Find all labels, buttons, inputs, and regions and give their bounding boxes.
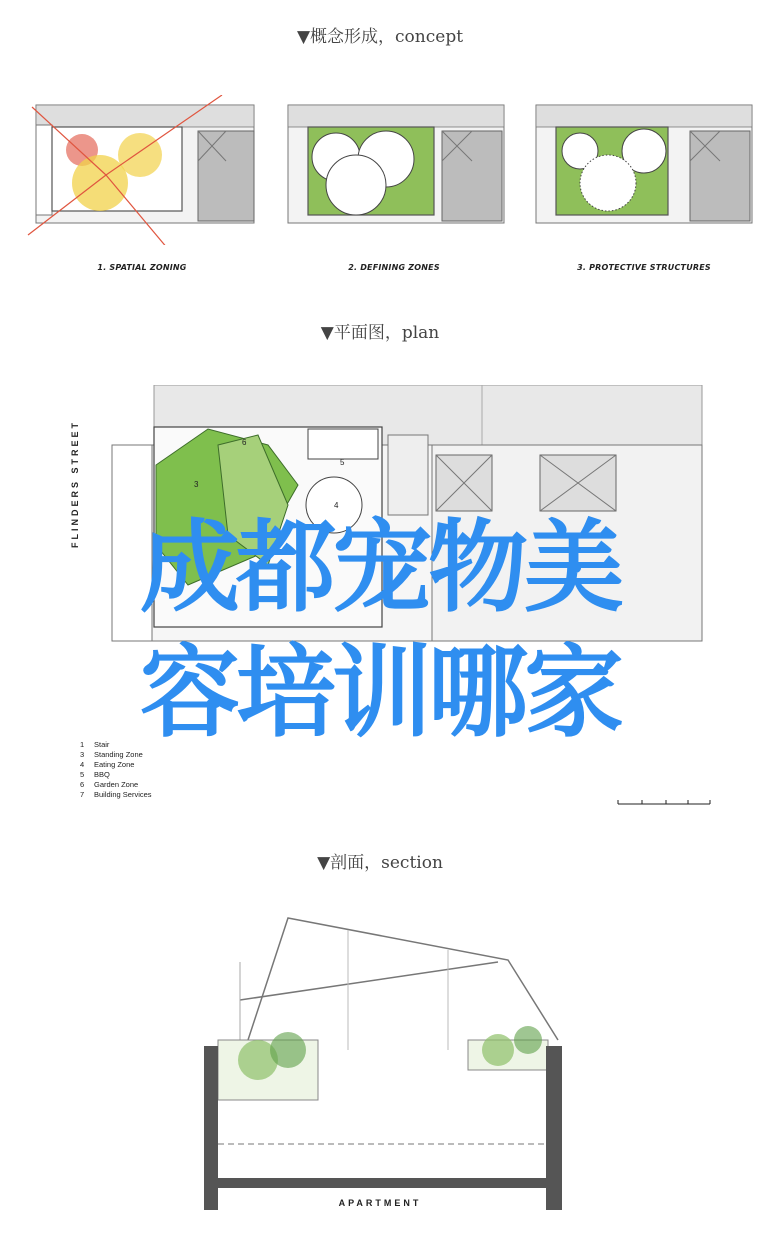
zone-number: 3 bbox=[194, 480, 199, 489]
caption-protective-structures: 3. PROTECTIVE STRUCTURES bbox=[577, 263, 711, 272]
section-apartment-label: APARTMENT bbox=[338, 1198, 422, 1208]
plan-legend bbox=[80, 740, 152, 800]
zone-number: 5 bbox=[340, 458, 345, 467]
section-drawing bbox=[198, 910, 568, 1210]
legend-item: 7 Building Services bbox=[80, 790, 152, 799]
caption-defining-zones: 2. DEFINING ZONES bbox=[348, 263, 440, 272]
legend-item: 3 Standing Zone bbox=[80, 750, 143, 759]
plan-heading: ▼平面图，plan bbox=[320, 323, 440, 343]
legend-item: 4 Eating Zone bbox=[80, 760, 135, 769]
concept-diagram-defining-zones bbox=[278, 95, 508, 245]
legend-item: 5 BBQ bbox=[80, 770, 110, 779]
street-label: FLINDERS STREET bbox=[70, 420, 80, 549]
concept-diagram-spatial-zoning bbox=[22, 95, 260, 245]
legend-item: 1 Stair bbox=[80, 740, 110, 749]
concept-heading: ▼概念形成，concept bbox=[296, 27, 464, 47]
legend-item: 6 Garden Zone bbox=[80, 780, 139, 789]
scale-bar bbox=[616, 796, 712, 808]
caption-spatial-zoning: 1. SPATIAL ZONING bbox=[97, 263, 187, 272]
zone-number: 4 bbox=[334, 501, 339, 510]
section-heading: ▼剖面，section bbox=[317, 853, 443, 873]
zone-number: 6 bbox=[242, 438, 247, 447]
overlay-title-line-1: 成都宠物美 bbox=[140, 509, 620, 626]
concept-diagram-protective-structures bbox=[526, 95, 756, 245]
overlay-title-line-2: 容培训哪家 bbox=[140, 634, 620, 751]
